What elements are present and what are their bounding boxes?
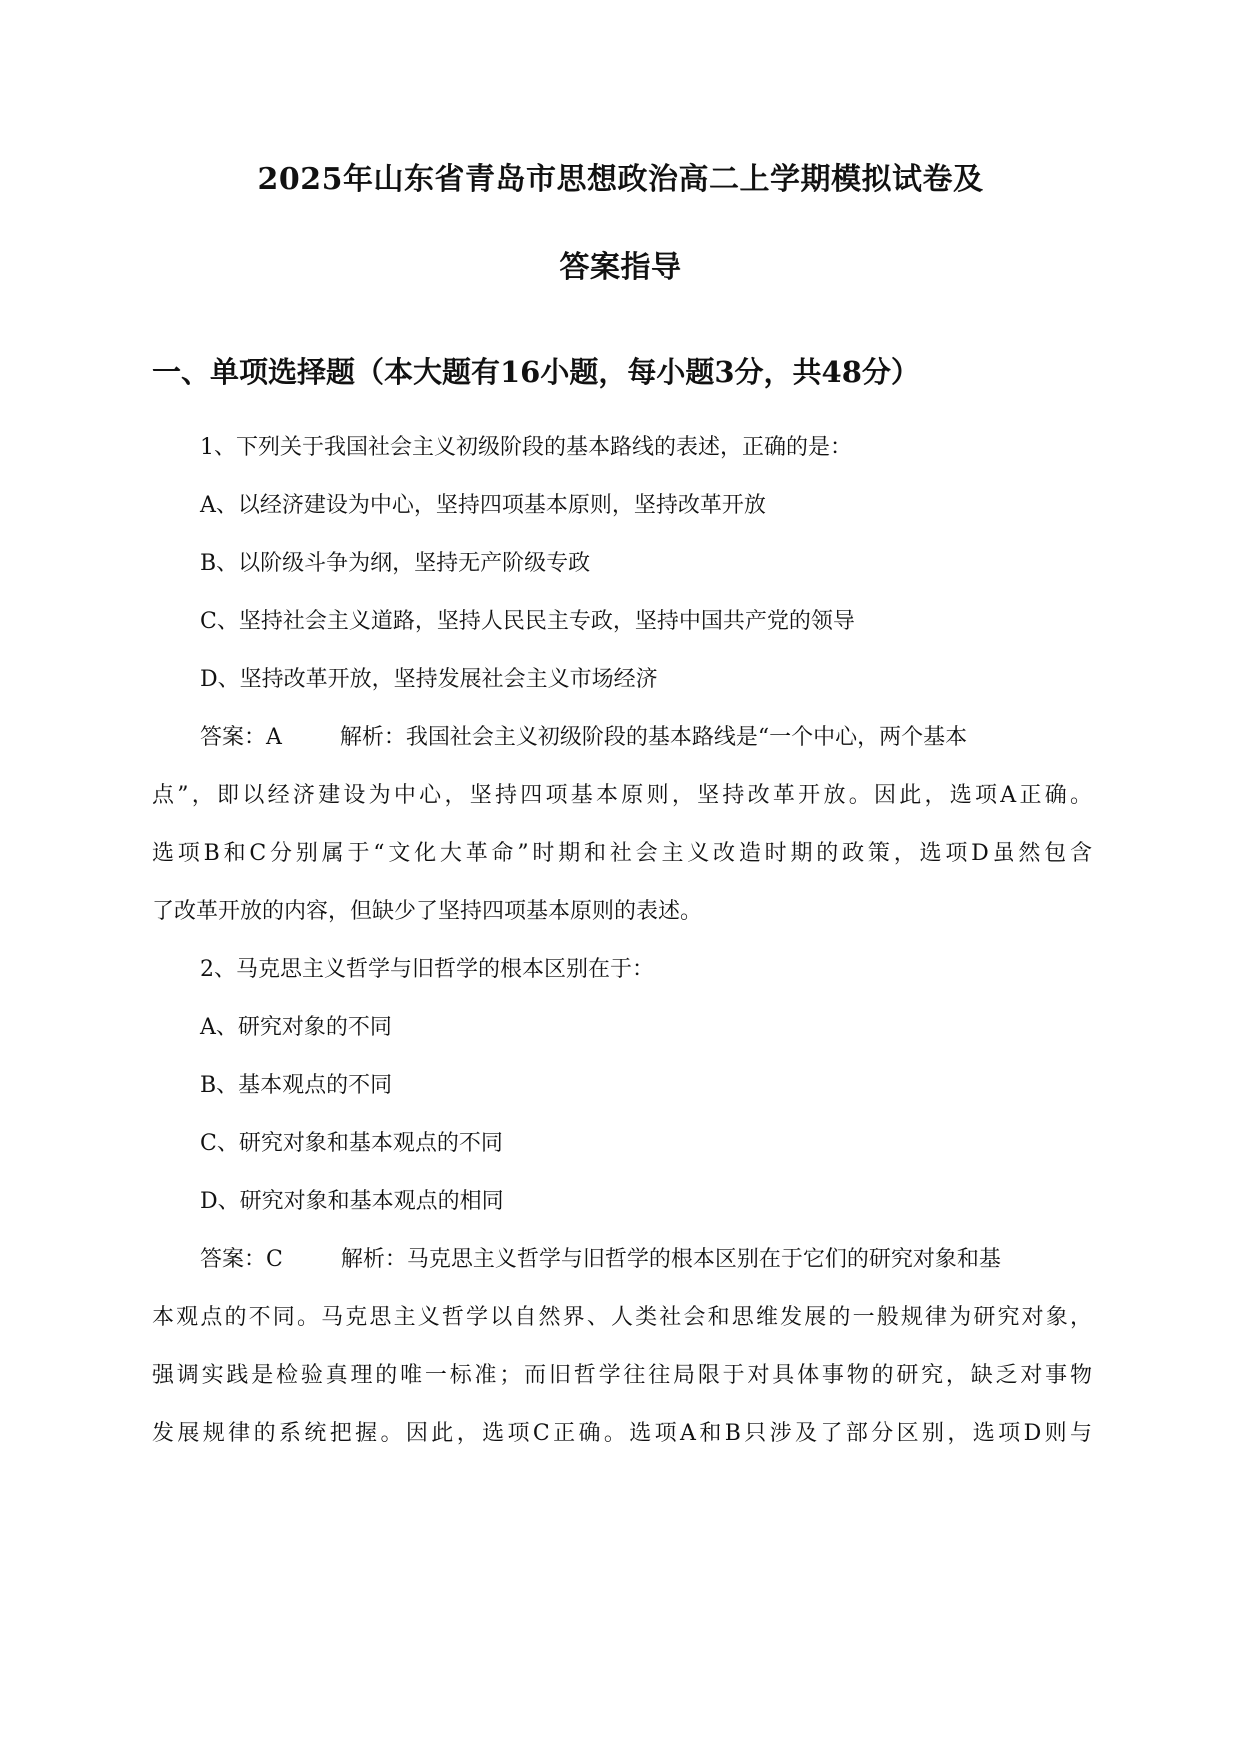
question-1-answer: 答案：A xyxy=(200,725,282,750)
question-2-option-d: D、研究对象和基本观点的相同 xyxy=(200,1189,504,1214)
section-heading: 一、单项选择题（本大题有16小题，每小题3分，共48分） xyxy=(152,355,920,389)
question-2-analysis-line-1: 解析：马克思主义哲学与旧哲学的根本区别在于它们的研究对象和基 xyxy=(340,1247,1001,1272)
question-1-option-d: D、坚持改革开放，坚持发展社会主义市场经济 xyxy=(200,667,658,692)
question-1-analysis-line-1: 解析：我国社会主义初级阶段的基本路线是“一个中心，两个基本 xyxy=(339,725,968,750)
document-title-line-1: 2025年山东省青岛市思想政治高二上学期模拟试卷及 xyxy=(257,162,984,197)
question-2-analysis-line-4: 发展规律的系统把握。因此，选项C正确。选项A和B只涉及了部分区别，选项D则与 xyxy=(152,1421,1092,1446)
question-1-analysis-line-4: 了改革开放的内容，但缺少了坚持四项基本原则的表述。 xyxy=(152,899,703,924)
question-1-option-c: C、坚持社会主义道路，坚持人民民主专政，坚持中国共产党的领导 xyxy=(200,609,855,634)
question-2-option-a: A、研究对象的不同 xyxy=(200,1015,392,1040)
question-1-stem: 1、下列关于我国社会主义初级阶段的基本路线的表述，正确的是： xyxy=(200,435,852,460)
document-title-line-2: 答案指导 xyxy=(559,250,682,285)
question-1-analysis-line-3: 选项B和C分别属于“文化大革命”时期和社会主义改造时期的政策，选项D虽然包含 xyxy=(152,841,1092,866)
question-1-option-b: B、以阶级斗争为纲，坚持无产阶级专政 xyxy=(200,551,591,576)
question-2-option-c: C、研究对象和基本观点的不同 xyxy=(200,1131,503,1156)
question-1-answer-line xyxy=(200,723,1092,753)
question-1-option-a: A、以经济建设为中心，坚持四项基本原则，坚持改革开放 xyxy=(200,493,766,518)
question-2-answer-line xyxy=(200,1245,1092,1275)
question-2-answer: 答案：C xyxy=(200,1247,283,1272)
question-1-analysis-line-2: 点”，即以经济建设为中心，坚持四项基本原则，坚持改革开放。因此，选项A正确。 xyxy=(152,783,1092,808)
question-2-option-b: B、基本观点的不同 xyxy=(200,1073,393,1098)
question-2-analysis-line-3: 强调实践是检验真理的唯一标准；而旧哲学往往局限于对具体事物的研究，缺乏对事物 xyxy=(152,1363,1092,1388)
question-2-analysis-line-2: 本观点的不同。马克思主义哲学以自然界、人类社会和思维发展的一般规律为研究对象， xyxy=(152,1305,1092,1330)
question-2-stem: 2、马克思主义哲学与旧哲学的根本区别在于： xyxy=(200,957,654,982)
